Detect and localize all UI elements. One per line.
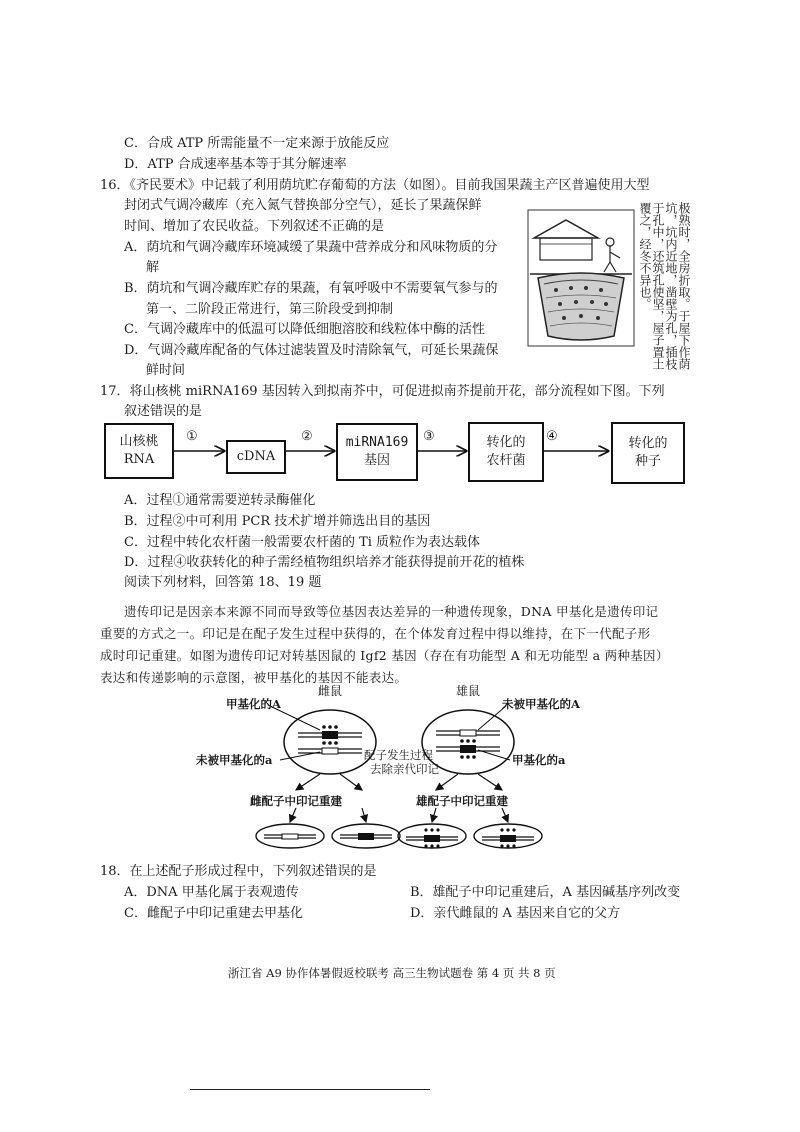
quote-column-1: 极熟时，全房折取。于屋下作	[677, 202, 691, 358]
q16-option-a-line2: 解	[146, 260, 160, 275]
q18-option-c: C．雌配子中印记重建去甲基化	[124, 906, 303, 921]
q15-option-c: C．合成 ATP 所需能量不一定来源于放能反应	[124, 136, 390, 151]
label-remove-parental-imprint: 去除亲代印记	[370, 762, 439, 776]
flow-step-1: ①	[186, 429, 198, 444]
imprinting-diagram	[0, 680, 800, 850]
flow-box-walnut-rna: 山核桃 RNA	[104, 423, 174, 479]
q16-option-d-line1: D．气调冷藏库配备的气体过滤装置及时清除氧气，可延长果蔬保	[124, 343, 499, 358]
label-male-mouse: 雄鼠	[456, 684, 481, 698]
q16-option-b-line2: 第一、二阶段正常进行，第三阶段受到抑制	[146, 302, 394, 317]
material-line1: 遗传印记是因亲本来源不同而导致等位基因表达差异的一种遗传现象，DNA 甲基化是遗传印记	[124, 604, 659, 619]
material-line2: 重要的方式之一。印记是在配子发生过程中获得的，在个体发育过程中得以维持，在下一代配子形	[100, 626, 651, 641]
page-footer: 浙江省 A9 协作体暑假返校联考 高三生物试题卷 第 4 页 共 8 页	[228, 966, 556, 980]
material-line4: 表达和传递影响的示意图，被甲基化的基因不能表达。	[100, 670, 408, 685]
flow-box-mirna169-gene: miRNA169 基因	[336, 423, 418, 481]
footnote-rule	[190, 1089, 430, 1090]
flow-box-cdna: cDNA	[226, 440, 286, 474]
q17-option-a: A．过程①通常需要逆转录酶催化	[124, 493, 316, 508]
material-line3: 成时印记重建。如图为遗传印记对转基因鼠的 Igf2 基因（存在有功能型 A 和无功能型 a 两种基因）	[100, 648, 669, 663]
q18-stem: 18．在上述配子形成过程中，下列叙述错误的是	[100, 864, 377, 879]
q18-option-a: A．DNA 甲基化属于表观遗传	[124, 885, 299, 900]
quote-column-2: 荫坑，坑内近地，凿壁为孔，	[664, 202, 691, 370]
label-male-unmethylated-a-upper: 未被甲基化的A	[502, 697, 580, 711]
quote-column-3: 插枝于孔中，还筑孔使坚，	[651, 202, 678, 370]
label-female-methylated-a-upper: 甲基化的A	[226, 697, 281, 711]
q17-option-c: C．过程中转化农杆菌一般需要农杆菌的 Ti 质粒作为表达载体	[124, 535, 481, 550]
q18-option-b: B．雄配子中印记重建后，A 基因碱基序列改变	[410, 885, 681, 900]
flow-box-transformed-agrobacterium: 转化的 农杆菌	[468, 422, 544, 482]
flow-step-4: ④	[546, 429, 558, 444]
quote-column-4: 屋子置土覆之，经冬不异也。	[638, 202, 665, 370]
flow-step-2: ②	[301, 429, 313, 444]
label-female-unmethylated-a-lower: 未被甲基化的a	[196, 753, 273, 767]
q16-option-a-line1: A．荫坑和气调冷藏库环境减缓了果蔬中营养成分和风味物质的分	[124, 240, 498, 255]
q17-stem-line1: 17．将山核桃 miRNA169 基因转入到拟南芥中，可促进拟南芥提前开花，部分流程如下图。下列	[100, 384, 665, 399]
q16-stem-line1: 16．《齐民要术》中记载了利用荫坑贮存葡萄的方法（如图）。目前我国果蔬主产区普遍使用大型	[100, 178, 650, 193]
flow-box-transformed-seeds: 转化的 种子	[611, 422, 685, 484]
flow-step-3: ③	[423, 429, 435, 444]
label-female-gamete-rebuild: 雌配子中印记重建	[250, 794, 342, 808]
q15-option-d: D．ATP 合成速率基本等于其分解速率	[124, 157, 347, 172]
flow-arrows	[0, 0, 800, 500]
q16-stem-line3: 时间、增加了农民收益。下列叙述不正确的是	[124, 219, 385, 234]
label-female-mouse: 雌鼠	[318, 684, 343, 698]
q17-stem-line2: 叙述错误的是	[124, 404, 203, 419]
q16-stem-line2: 封闭式气调冷藏库（充入氮气替换部分空气），延长了果蔬保鲜	[124, 198, 482, 213]
q16-option-b-line1: B．荫坑和气调冷藏库贮存的果蔬，有氧呼吸中不需要氧气参与的	[124, 281, 498, 296]
q16-option-d-line2: 鲜时间	[146, 363, 186, 378]
label-male-gamete-rebuild: 雄配子中印记重建	[416, 794, 508, 808]
q18-option-d: D．亲代雌鼠的 A 基因来自它的父方	[410, 906, 621, 921]
label-male-methylated-a-lower: 甲基化的a	[512, 753, 566, 767]
q16-option-c: C．气调冷藏库中的低温可以降低细胞溶胶和线粒体中酶的活性	[124, 322, 485, 337]
q17-option-d: D．过程④收获转化的种子需经植物组织培养才能获得提前开花的植株	[124, 555, 525, 570]
label-gametogenesis: 配子发生过程	[364, 748, 433, 762]
q17-option-b: B．过程②中可利用 PCR 技术扩增并筛选出目的基因	[124, 514, 431, 529]
reading-intro: 阅读下列材料，回答第 18、19 题	[124, 575, 322, 590]
